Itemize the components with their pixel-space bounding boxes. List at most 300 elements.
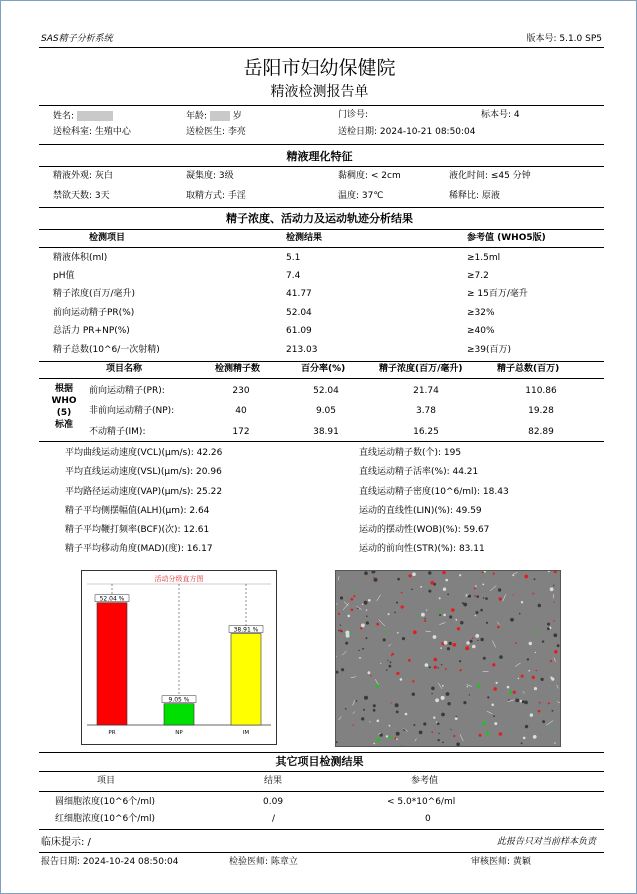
particle <box>534 578 536 580</box>
particle <box>352 590 353 591</box>
particle <box>438 733 439 734</box>
divider <box>39 361 604 362</box>
conc-ref: ≥ 15百万/毫升 <box>467 289 528 299</box>
conc-header: 参考值 (WHO5版) <box>467 233 546 243</box>
who-count: 40 <box>235 406 247 416</box>
particle <box>513 691 516 694</box>
particle <box>366 637 368 639</box>
kin-right: 直线运动精子数(个): 195 <box>359 448 462 458</box>
clinical-note: 临床提示: / <box>41 837 91 848</box>
particle <box>459 660 461 662</box>
particle <box>345 708 347 710</box>
particle <box>388 735 391 738</box>
who-header: 百分率(%) <box>301 364 346 374</box>
particle <box>449 642 452 645</box>
category-label: NP <box>175 730 183 736</box>
divider <box>39 105 604 106</box>
particle <box>480 638 483 641</box>
particle <box>389 665 392 668</box>
particle <box>482 721 486 725</box>
who-total: 82.89 <box>528 427 554 437</box>
dept-value: 生殖中心 <box>94 127 131 137</box>
particle <box>400 678 403 681</box>
system-name: SAS精子分析系统 <box>41 34 113 44</box>
divider <box>39 229 604 230</box>
particle <box>491 704 494 707</box>
age-unit: 岁 <box>232 111 242 122</box>
particle <box>515 699 519 703</box>
particle <box>527 658 529 660</box>
particle <box>396 738 398 740</box>
particle <box>521 675 524 678</box>
name-label: 姓名: <box>53 111 75 122</box>
kin-left: 平均直线运动速度(VSL)(μm/s): 20.96 <box>65 467 222 477</box>
bar-value-label: 38.91 % <box>233 626 259 634</box>
particle <box>408 659 411 662</box>
who-total: 19.28 <box>528 406 554 416</box>
particle <box>475 585 477 587</box>
date-label: 送检日期: <box>338 127 378 137</box>
side-label-line: WHO <box>51 396 77 406</box>
chart-title: 活动分级直方图 <box>154 575 204 583</box>
conc-ref: ≥40% <box>467 326 495 336</box>
particle <box>483 657 486 660</box>
who-conc: 21.74 <box>413 386 439 396</box>
kin-left: 平均曲线运动速度(VCL)(μm/s): 42.26 <box>65 448 223 458</box>
particle <box>497 626 500 629</box>
particle <box>536 670 538 672</box>
particle <box>466 641 469 644</box>
particle <box>455 717 458 720</box>
particle <box>547 623 550 626</box>
particle <box>519 613 521 615</box>
particle <box>475 615 477 617</box>
particle <box>387 660 388 661</box>
version-label: 版本号: 5.1.0 SP5 <box>526 34 602 44</box>
particle <box>486 622 488 624</box>
particle <box>460 669 462 671</box>
bar-value-label: 9.05 % <box>168 696 190 704</box>
disclaimer: 此报告只对当前样本负责 <box>496 837 596 847</box>
particle <box>364 696 368 700</box>
other-ref: < 5.0*10^6/ml <box>387 797 456 807</box>
particle <box>339 629 342 632</box>
kin-left: 精子平均移动角度(MAD)(度): 16.17 <box>65 544 213 554</box>
particle <box>359 657 361 659</box>
particle <box>477 684 480 687</box>
submit-date <box>338 128 476 137</box>
particle <box>376 623 379 626</box>
particle <box>385 631 387 633</box>
particle <box>438 610 440 612</box>
particle <box>450 729 451 730</box>
particle <box>553 633 557 637</box>
particle <box>447 702 450 705</box>
particle <box>351 609 354 612</box>
side-label-line: 标准 <box>54 420 73 430</box>
particle <box>363 709 365 711</box>
who-item: 前向运动精子(PR): <box>89 386 165 396</box>
particle <box>515 642 517 644</box>
particle <box>541 678 544 681</box>
particle <box>449 615 452 618</box>
particle <box>532 593 534 595</box>
kin-right: 运动的摆动性(WOB)(%): 59.67 <box>359 525 490 535</box>
sperm-field-image <box>336 571 560 746</box>
particle <box>412 680 414 682</box>
side-label-line: (5) <box>56 408 72 418</box>
clinic-number: 门诊号: <box>338 110 369 120</box>
particle <box>380 663 381 664</box>
kin-left: 精子平均鞭打频率(BCF)(次): 12.61 <box>65 525 210 535</box>
particle <box>373 577 374 578</box>
particle <box>386 669 388 671</box>
particle <box>401 605 404 608</box>
particle <box>554 650 558 654</box>
particle <box>438 739 440 741</box>
conc-result: 5.1 <box>286 253 301 263</box>
particle <box>376 738 380 742</box>
particle <box>538 604 541 607</box>
microscope-image <box>335 570 561 747</box>
particle <box>433 717 435 719</box>
particle <box>396 732 400 736</box>
report-title: 精液检测报告单 <box>270 84 369 100</box>
particle <box>409 574 412 577</box>
particle <box>550 660 552 662</box>
particle <box>486 732 489 735</box>
particle <box>431 731 433 733</box>
particle <box>482 584 484 586</box>
physical-cell: 禁欲天数: 3天 <box>53 191 110 201</box>
other-result: 0.09 <box>263 797 284 807</box>
particle <box>476 611 479 614</box>
divider <box>39 378 604 379</box>
particle <box>483 597 485 599</box>
particle <box>533 735 537 739</box>
particle <box>386 735 388 737</box>
particle <box>353 595 355 597</box>
divider <box>39 144 604 145</box>
who-percent: 38.91 <box>313 427 339 437</box>
motility-histogram <box>81 570 277 745</box>
particle <box>431 693 432 694</box>
particle <box>447 594 449 596</box>
physical-cell: 取精方式: 手淫 <box>186 191 246 201</box>
particle <box>429 665 431 667</box>
conc-item: pH值 <box>53 271 75 281</box>
particle <box>428 590 431 593</box>
particle <box>444 641 448 645</box>
conc-header: 检测结果 <box>286 233 323 243</box>
particle <box>370 675 371 676</box>
particle <box>435 698 439 702</box>
particle <box>538 710 541 713</box>
bar-np <box>164 704 194 725</box>
who-conc: 16.25 <box>413 427 439 437</box>
particle <box>529 642 532 645</box>
particle <box>443 588 446 591</box>
conc-ref: ≥1.5ml <box>467 253 501 263</box>
particle <box>362 604 363 605</box>
particle <box>396 602 398 604</box>
particle <box>456 716 458 718</box>
particle <box>513 594 514 595</box>
particle <box>439 597 441 599</box>
particle <box>437 722 440 725</box>
divider <box>39 791 604 792</box>
particle <box>465 646 469 650</box>
particle <box>498 588 501 591</box>
bar-value-label: 52.04 % <box>99 595 125 603</box>
particle <box>443 614 446 617</box>
particle <box>532 676 535 679</box>
particle <box>345 631 349 635</box>
kin-right: 运动的直线性(LIN)(%): 49.59 <box>359 506 482 516</box>
particle <box>441 713 445 717</box>
particle <box>507 686 510 689</box>
particle <box>552 710 554 712</box>
conc-result: 52.04 <box>286 308 312 318</box>
particle <box>397 632 399 634</box>
age-redacted <box>210 111 230 121</box>
particle <box>445 668 447 670</box>
particle <box>434 658 438 662</box>
kin-left: 精子平均侧摆幅值(ALH)(μm): 2.64 <box>65 506 210 516</box>
who-conc: 3.78 <box>415 406 437 416</box>
physical-title: 精液理化特征 <box>286 150 353 163</box>
particle <box>469 694 470 695</box>
divider <box>39 829 604 830</box>
particle <box>535 652 536 653</box>
particle <box>397 578 400 581</box>
particle <box>459 574 461 576</box>
particle <box>341 668 344 671</box>
who-count: 230 <box>232 386 250 396</box>
kin-right: 运动的前向性(STR)(%): 83.11 <box>359 544 485 554</box>
bar-im <box>231 634 261 725</box>
reviewer: 审核医师: 黄颖 <box>471 857 531 867</box>
particle <box>433 635 437 639</box>
particle <box>368 671 371 674</box>
particle <box>425 618 426 619</box>
particle <box>446 692 450 696</box>
conc-item: 总活力 PR+NP(%) <box>53 326 130 336</box>
particle <box>460 621 463 624</box>
particle <box>474 587 476 589</box>
age-label: 年龄: <box>186 111 208 122</box>
report-date: 报告日期: 2024-10-24 08:50:04 <box>41 857 179 867</box>
particle <box>534 687 537 690</box>
dept-label: 送检科室: <box>53 127 93 137</box>
doctor <box>186 128 246 137</box>
particle <box>542 720 545 723</box>
particle <box>356 700 358 702</box>
particle <box>338 630 339 631</box>
particle <box>499 597 502 600</box>
divider <box>39 166 604 167</box>
particle <box>362 648 364 650</box>
particle <box>485 597 488 600</box>
category-label: IM <box>242 730 250 736</box>
sample-number <box>481 111 520 120</box>
particle <box>467 686 468 687</box>
side-label-line: 根据 <box>54 384 73 394</box>
other-item: 红细胞浓度(10^6个/ml) <box>55 814 156 824</box>
doctor-label: 送检医生: <box>186 127 226 137</box>
particle <box>347 615 350 618</box>
particle <box>390 661 392 663</box>
particle <box>396 711 399 714</box>
particle <box>442 742 444 744</box>
particle <box>429 666 431 668</box>
who-header: 精子总数(百万) <box>497 364 560 374</box>
other-ref: 0 <box>425 814 431 824</box>
particle <box>496 682 498 684</box>
particle <box>451 608 455 612</box>
tester: 检验医师: 陈章立 <box>229 857 298 867</box>
particle <box>340 625 341 626</box>
particle <box>349 632 351 634</box>
particle <box>455 619 457 621</box>
sample-label: 标本号: <box>481 110 512 120</box>
particle <box>428 571 431 574</box>
particle <box>554 742 555 743</box>
who-percent: 52.04 <box>313 386 339 396</box>
particle <box>508 699 510 701</box>
patient-age <box>186 111 242 122</box>
particle <box>487 696 489 698</box>
particle <box>480 609 483 612</box>
particle <box>552 727 554 729</box>
particle <box>426 610 427 611</box>
particle <box>525 725 528 728</box>
particle <box>391 702 392 703</box>
particle <box>377 720 380 723</box>
particle <box>389 725 391 727</box>
particle <box>456 742 460 746</box>
particle <box>493 715 495 717</box>
other-header: 项目 <box>97 776 116 786</box>
physical-cell: 精液外观: 灰白 <box>53 171 113 181</box>
particle <box>470 640 473 643</box>
particle <box>373 704 376 707</box>
particle <box>512 574 514 576</box>
particle <box>401 592 403 594</box>
conc-ref: ≥32% <box>467 308 495 318</box>
particle <box>457 627 460 630</box>
particle <box>463 603 467 607</box>
particle <box>554 602 555 603</box>
conc-result: 61.09 <box>286 326 312 336</box>
particle <box>452 643 456 647</box>
particle <box>338 613 340 615</box>
particle <box>391 655 393 657</box>
other-title: 其它项目检测结果 <box>275 755 364 768</box>
particle <box>550 587 554 591</box>
particle <box>447 647 450 650</box>
particle <box>493 687 497 691</box>
particle <box>358 650 359 651</box>
particle <box>366 621 369 624</box>
patient-name <box>53 111 113 122</box>
particle <box>553 585 554 586</box>
bar-pr <box>97 603 127 725</box>
who-header: 检测精子数 <box>215 364 261 374</box>
particle <box>494 722 497 725</box>
particle <box>419 731 423 735</box>
particle <box>366 615 368 617</box>
conc-title: 精子浓度、活动力及运动轨迹分析结果 <box>226 212 413 225</box>
particle <box>521 742 523 744</box>
particle <box>413 630 417 634</box>
divider <box>39 441 604 442</box>
dept <box>53 128 131 137</box>
particle <box>412 572 416 576</box>
particle <box>376 685 379 688</box>
particle <box>416 614 418 616</box>
particle <box>475 634 479 638</box>
particle <box>524 575 528 579</box>
particle <box>364 571 368 575</box>
particle <box>557 644 560 647</box>
particle <box>523 737 526 740</box>
particle <box>528 670 530 672</box>
top-divider <box>39 47 604 48</box>
particle <box>499 655 503 659</box>
conc-item: 精子浓度(百万/毫升) <box>53 289 136 299</box>
particle <box>534 630 536 632</box>
particle <box>350 598 353 601</box>
kin-right: 直线运动精子密度(10^6/ml): 18.43 <box>359 487 509 497</box>
particle <box>423 722 426 725</box>
particle <box>483 723 485 725</box>
physical-cell: 凝集度: 3级 <box>186 171 234 181</box>
particle <box>373 709 376 712</box>
particle <box>442 685 444 687</box>
conc-ref: ≥7.2 <box>467 271 489 281</box>
particle <box>441 664 442 665</box>
particle <box>477 640 478 641</box>
particle <box>411 589 413 591</box>
particle <box>479 734 482 737</box>
kin-left: 平均路径运动速度(VAP)(μm/s): 25.22 <box>65 487 223 497</box>
particle <box>521 601 523 603</box>
physical-cell: 稀释比: 原液 <box>449 191 500 201</box>
physical-cell: 液化时间: ≤45 分钟 <box>449 171 531 181</box>
particle <box>436 722 437 723</box>
physical-cell: 黏稠度: < 2cm <box>338 171 401 181</box>
particle <box>373 743 375 745</box>
other-result: / <box>272 814 276 824</box>
particle <box>434 666 437 669</box>
particle <box>509 691 512 694</box>
sample-value: 4 <box>513 110 520 120</box>
conc-item: 精子总数(10^6/一次射精) <box>53 345 160 355</box>
particle <box>395 703 399 707</box>
who-item: 不动精子(IM): <box>89 427 146 437</box>
date-value: 2024-10-21 08:50:04 <box>379 127 476 137</box>
hospital-title: 岳阳市妇幼保健院 <box>243 57 396 79</box>
particle <box>438 667 439 668</box>
particle <box>405 713 408 716</box>
particle <box>361 717 364 720</box>
particle <box>413 724 415 726</box>
particle <box>345 642 348 645</box>
who-header: 精子浓度(百万/毫升) <box>379 364 463 374</box>
doctor-value: 李亮 <box>227 127 246 137</box>
particle <box>364 601 368 605</box>
